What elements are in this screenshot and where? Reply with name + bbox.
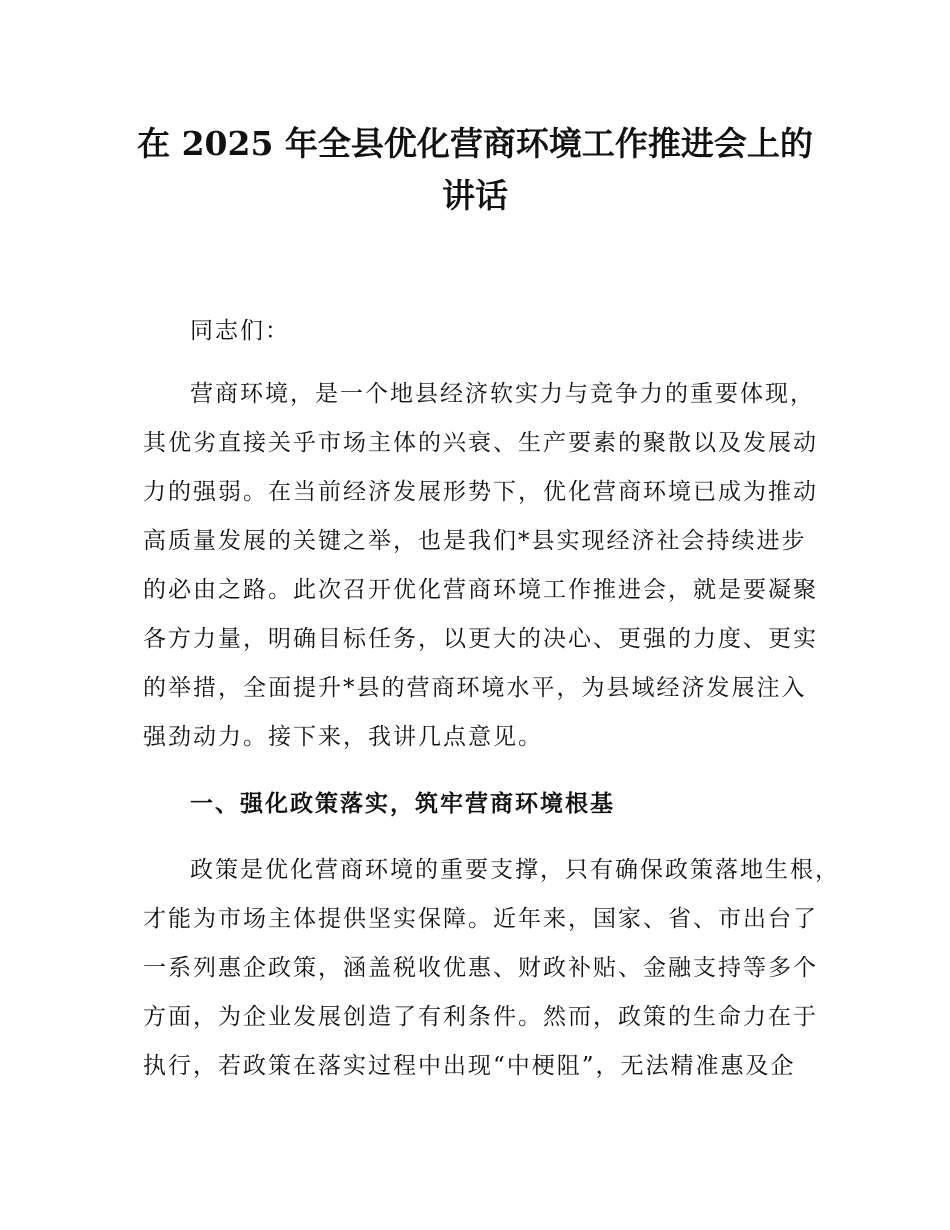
salutation: 同志们：: [190, 318, 290, 344]
paragraph-1-line: 强劲动力。接下来，我讲几点意见。: [143, 724, 543, 750]
document-title-line-1: 在 2025 年全县优化营商环境工作推进会上的: [137, 124, 813, 163]
paragraph-1-line: 的必由之路。此次召开优化营商环境工作推进会，就是要凝聚: [143, 577, 818, 603]
paragraph-1-line: 力的强弱。在当前经济发展形势下，优化营商环境已成为推动: [143, 479, 818, 505]
paragraph-2-line: 一系列惠企政策，涵盖税收优惠、财政补贴、金融支持等多个: [143, 955, 818, 981]
paragraph-2-line: 执行，若政策在落实过程中出现“中梗阻”，无法精准惠及企: [143, 1053, 796, 1079]
paragraph-1-line: 各方力量，明确目标任务，以更大的决心、更强的力度、更实: [143, 626, 818, 652]
paragraph-1-line: 高质量发展的关键之举，也是我们*县实现经济社会持续进步: [143, 528, 807, 554]
paragraph-2-line: 政策是优化营商环境的重要支撑，只有确保政策落地生根，: [190, 857, 840, 883]
paragraph-2-line: 方面，为企业发展创造了有利条件。然而，政策的生命力在于: [143, 1004, 818, 1030]
paragraph-2-line: 才能为市场主体提供坚实保障。近年来，国家、省、市出台了: [143, 906, 818, 932]
paragraph-1-line: 的举措，全面提升*县的营商环境水平，为县域经济发展注入: [143, 675, 807, 701]
section-1-heading: 一、强化政策落实，筑牢营商环境根基: [190, 790, 615, 817]
paragraph-1-line: 其优劣直接关乎市场主体的兴衰、生产要素的聚散以及发展动: [143, 430, 818, 456]
document-title-line-2: 讲话: [442, 176, 508, 215]
paragraph-1-line: 营商环境，是一个地县经济软实力与竞争力的重要体现，: [190, 381, 815, 407]
